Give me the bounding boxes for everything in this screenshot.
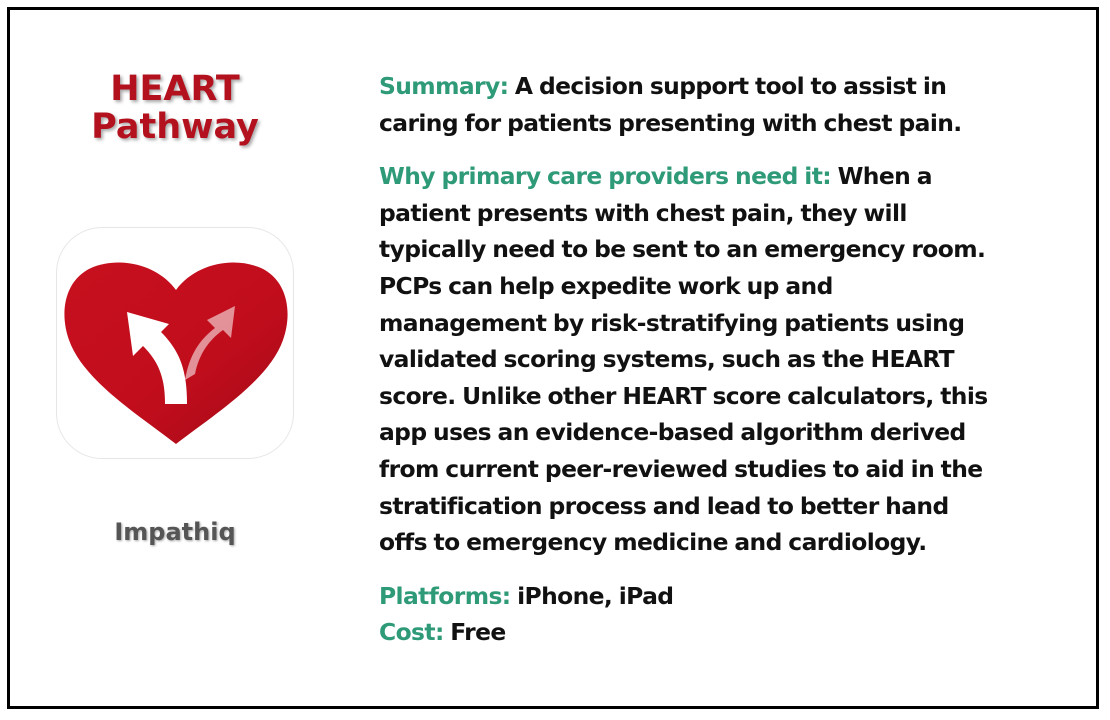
cost-label: Cost: (379, 618, 444, 647)
why-section (379, 158, 1079, 561)
why-text-line: typically need to be sent to an emergency room. (379, 235, 986, 264)
why-text-line: from current peer-reviewed studies to aid in the (379, 454, 983, 483)
why-text-line: app uses an evidence-based algorithm derived (379, 418, 966, 447)
why-text-line: PCPs can help expedite work up and (379, 271, 833, 300)
why-text-line: management by risk-stratifying patients using (379, 308, 965, 337)
platforms-cost-section (379, 578, 1079, 651)
why-text-line: score. Unlike other HEART score calculators, this (379, 381, 988, 410)
app-title-line-2: Pathway (91, 107, 259, 147)
why-label: Why primary care providers need it: (379, 162, 832, 191)
summary-label: Summary: (379, 72, 509, 100)
app-title (50, 70, 300, 146)
why-text-line: offs to emergency medicine and cardiology. (379, 528, 927, 557)
platforms-value: iPhone, iPad (517, 581, 674, 610)
summary-section (379, 68, 1079, 141)
summary-text-1: A decision support tool to assist in (514, 72, 947, 100)
cost-line (379, 614, 1079, 651)
description-content (379, 68, 1079, 651)
developer-name: Impathiq (114, 518, 236, 546)
platforms-line (379, 578, 1079, 615)
why-text-line: validated scoring systems, such as the HEART (379, 345, 955, 374)
summary-text-2: caring for patients presenting with chest pain. (379, 108, 962, 137)
why-line-1 (379, 158, 1079, 195)
summary-line-1 (379, 68, 1079, 105)
why-text-line: patient presents with chest pain, they will (379, 198, 907, 227)
app-icon (56, 227, 294, 459)
heart-with-diverging-arrows-icon (57, 228, 295, 460)
why-text-first: When a (837, 162, 932, 191)
app-title-line-1: HEART (110, 69, 240, 109)
why-text-line: stratification process and lead to better hand (379, 491, 949, 520)
cost-value: Free (450, 618, 506, 647)
platforms-label: Platforms: (379, 581, 511, 610)
